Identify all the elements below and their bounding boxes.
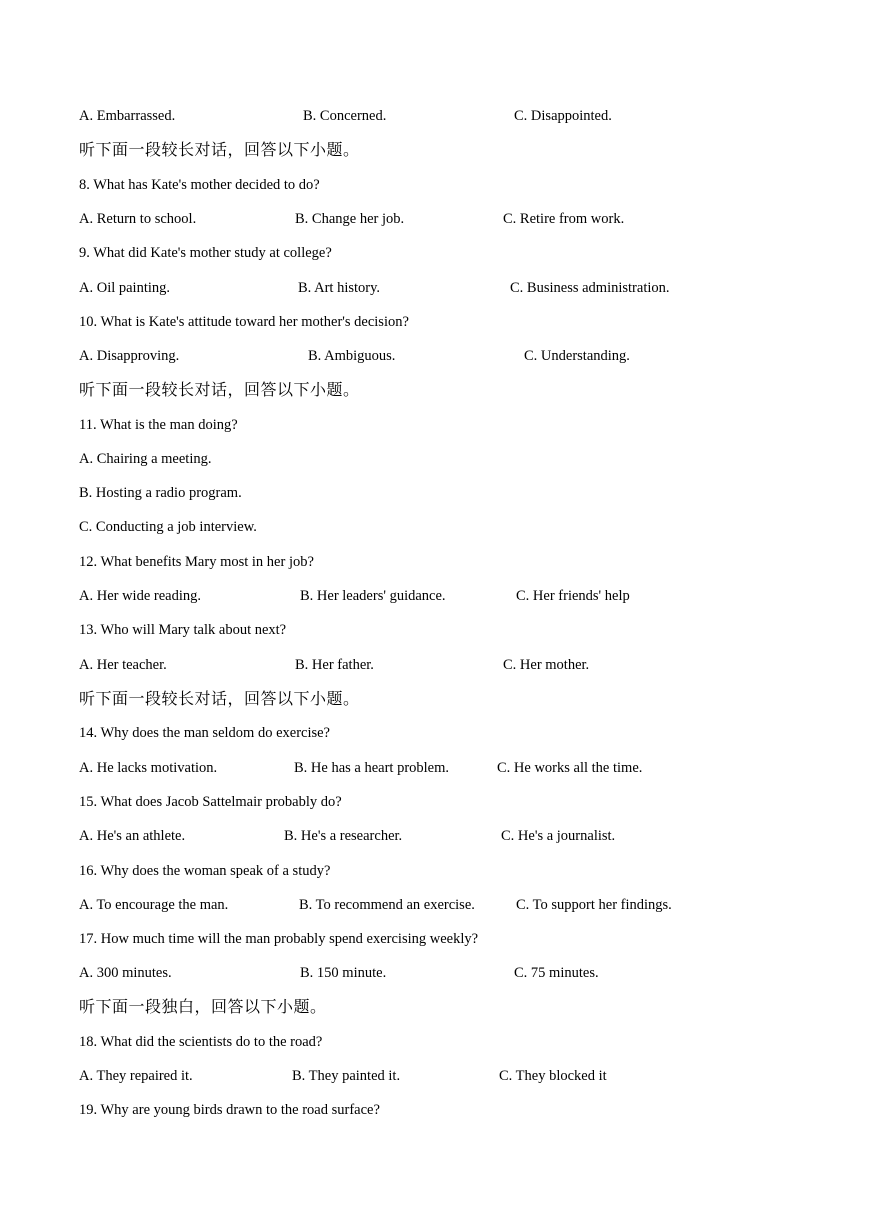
option-c: C. To support her findings. bbox=[516, 897, 672, 913]
option-c: C. He's a journalist. bbox=[501, 828, 616, 844]
question-text: 13. Who will Mary talk about next? bbox=[79, 622, 287, 638]
question-text: 16. Why does the woman speak of a study? bbox=[79, 863, 331, 879]
question-text: 9. What did Kate's mother study at college? bbox=[79, 245, 332, 261]
question-text: 10. What is Kate's attitude toward her mother's decision? bbox=[79, 314, 409, 330]
option-c: C. Understanding. bbox=[524, 348, 630, 364]
option-b: B. They painted it. bbox=[292, 1068, 401, 1084]
option-c: C. Business administration. bbox=[510, 280, 670, 296]
option-line: B. Hosting a radio program. bbox=[79, 485, 242, 501]
option-a: A. Her teacher. bbox=[79, 657, 167, 673]
section-instruction: 听下面一段较长对话，回答以下小题。 bbox=[79, 140, 360, 159]
option-c: C. He works all the time. bbox=[497, 760, 643, 776]
option-a: A. 300 minutes. bbox=[79, 965, 172, 981]
section-instruction: 听下面一段独白，回答以下小题。 bbox=[79, 997, 327, 1016]
option-b: B. To recommend an exercise. bbox=[299, 897, 475, 913]
option-c: C. Disappointed. bbox=[514, 108, 612, 124]
option-b: B. Art history. bbox=[298, 280, 381, 296]
option-b: B. 150 minute. bbox=[300, 965, 387, 981]
section-instruction: 听下面一段较长对话，回答以下小题。 bbox=[79, 689, 360, 708]
option-a: A. Her wide reading. bbox=[79, 588, 201, 604]
option-b: B. Her leaders' guidance. bbox=[300, 588, 446, 604]
option-b: B. Ambiguous. bbox=[308, 348, 396, 364]
option-a: A. He's an athlete. bbox=[79, 828, 186, 844]
question-text: 8. What has Kate's mother decided to do? bbox=[79, 177, 320, 193]
option-a: A. Return to school. bbox=[79, 211, 197, 227]
option-line: C. Conducting a job interview. bbox=[79, 519, 257, 535]
option-a: A. To encourage the man. bbox=[79, 897, 229, 913]
section-instruction: 听下面一段较长对话，回答以下小题。 bbox=[79, 380, 360, 399]
option-b: B. He's a researcher. bbox=[284, 828, 403, 844]
option-a: A. Disapproving. bbox=[79, 348, 180, 364]
option-line: A. Chairing a meeting. bbox=[79, 451, 212, 467]
question-text: 14. Why does the man seldom do exercise? bbox=[79, 725, 330, 741]
option-c: C. Retire from work. bbox=[503, 211, 625, 227]
option-c: C. They blocked it bbox=[499, 1068, 607, 1084]
question-text: 18. What did the scientists do to the road? bbox=[79, 1034, 323, 1050]
option-a: A. Oil painting. bbox=[79, 280, 171, 296]
option-c: C. 75 minutes. bbox=[514, 965, 599, 981]
option-b: B. Her father. bbox=[295, 657, 374, 673]
question-text: 12. What benefits Mary most in her job? bbox=[79, 554, 314, 570]
option-a: A. Embarrassed. bbox=[79, 108, 176, 124]
option-b: B. Change her job. bbox=[295, 211, 405, 227]
question-text: 11. What is the man doing? bbox=[79, 417, 238, 433]
question-text: 19. Why are young birds drawn to the road surface? bbox=[79, 1102, 380, 1118]
question-text: 17. How much time will the man probably spend exercising weekly? bbox=[79, 931, 479, 947]
option-a: A. He lacks motivation. bbox=[79, 760, 218, 776]
option-c: C. Her friends' help bbox=[516, 588, 630, 604]
option-b: B. He has a heart problem. bbox=[294, 760, 450, 776]
option-b: B. Concerned. bbox=[303, 108, 387, 124]
option-a: A. They repaired it. bbox=[79, 1068, 193, 1084]
question-text: 15. What does Jacob Sattelmair probably do? bbox=[79, 794, 342, 810]
option-c: C. Her mother. bbox=[503, 657, 590, 673]
